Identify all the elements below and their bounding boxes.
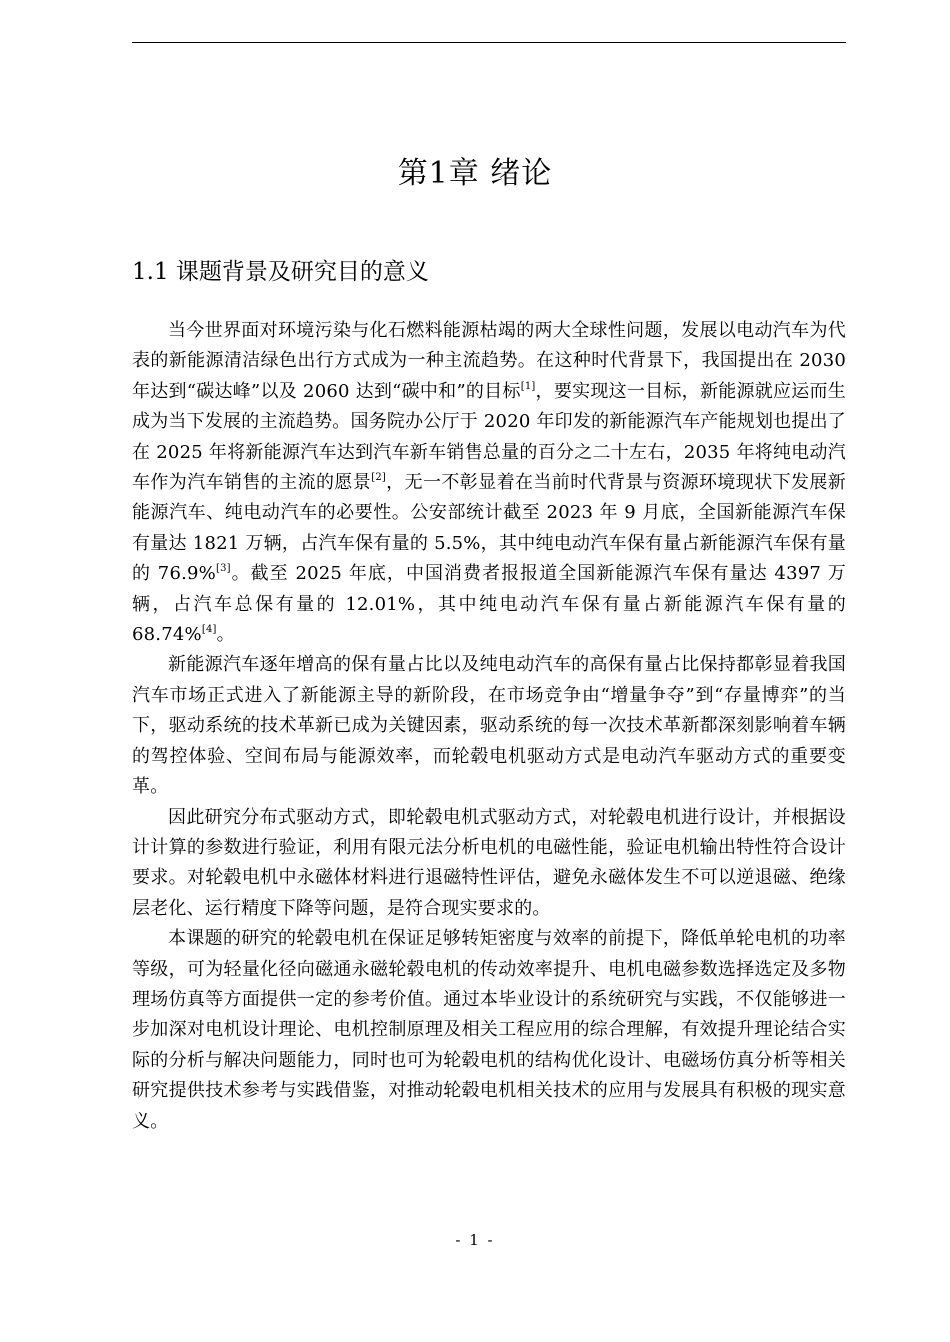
paragraph-research: 因此研究分布式驱动方式，即轮毂电机式驱动方式，对轮毂电机进行设计，并根据设计计算的参数进行验证，利用有限元法分析电机的电磁性能，验证电机输出特性符合设计要求。对轮毂电机中永磁体材料进行退磁特性评估，避免永磁体发生不可以逆退磁、绝缘层老化、运行精度下降等问题，是符合现实要求的。 bbox=[132, 806, 846, 919]
page-number: - 1 - bbox=[455, 1231, 495, 1249]
citation-ref: [2] bbox=[371, 472, 386, 484]
paragraph-text: 。截至 2025 年底，中国消费者报报道全国新能源汽车保有量达 4397 万辆，占汽车总保有量的 12.01%，其中纯电动汽车保有量占新能源汽车保有量的 68.74% bbox=[132, 563, 846, 646]
citation-ref: [1] bbox=[520, 380, 536, 392]
paragraph-text: ，无一不彰显着在当前时代背景与资源环境现状下发展新能源汽车、纯电动汽车的必要性。公安部统计截至 2023 年 9 月底，全国新能源汽车保有量达 1821 万辆，占汽车保有量的 5.5%，其中纯电动汽车保有量占新能源汽车保有量的 76.9% bbox=[132, 472, 846, 585]
chapter-title: 第1章 绪论 bbox=[397, 156, 553, 191]
paragraph-significance: 本课题的研究的轮毂电机在保证足够转矩密度与效率的前提下，降低单轮电机的功率等级，可为轻量化径向磁通永磁轮毂电机的传动效率提升、电机电磁参数选择选定及多物理场仿真等方面提供一定的参考价值。通过本毕业设计的系统研究与实践，不仅能够进一步加深对电机设计理论、电机控制原理及相关工程应用的综合理解，有效提升理论结合实际的分析与解决问题能力，同时也可为轮毂电机的结构优化设计、电磁场仿真分析等相关研究提供技术参考与实践借鉴，对推动轮毂电机相关技术的应用与发展具有积极的现实意义。 bbox=[132, 928, 846, 1132]
citation-ref: [4] bbox=[201, 624, 217, 636]
paragraph-background bbox=[132, 316, 846, 650]
paragraph-text: 。 bbox=[216, 624, 235, 646]
body-text bbox=[132, 316, 846, 1137]
paragraph-text: 当今世界面对环境污染与化石燃料能源枯竭的两大全球性问题，发展以电动汽车为代表的新能源清洁绿色出行方式成为一种主流趋势。在这种时代背景下，我国提出在 2030 年达到“碳达峰”以及 2060 达到“碳中和”的目标 bbox=[132, 320, 846, 402]
paragraph-market: 新能源汽车逐年增高的保有量占比以及纯电动汽车的高保有量占比保持都彰显着我国汽车市场正式进入了新能源主导的新阶段，在市场竞争由“增量争夺”到“存量博弈”的当下，驱动系统的技术革新已成为关键因素，驱动系统的每一次技术革新都深刻影响着车辆的驾控体验、空间布局与能源效率，而轮毂电机驱动方式是电动汽车驱动方式的重要变革。 bbox=[132, 654, 846, 798]
section-heading: 1.1 课题背景及研究目的意义 bbox=[132, 259, 429, 285]
paragraph-text: ，要实现这一目标，新能源就应运而生成为当下发展的主流趋势。国务院办公厅于 2020 年印发的新能源汽车产能规划也提出了在 2025 年将新能源汽车达到汽车新车销售总量的百分之二十左右，2035 年将纯电动汽车作为汽车销售的主流的愿景 bbox=[132, 380, 846, 494]
header-rule bbox=[132, 42, 846, 43]
citation-ref: [3] bbox=[215, 563, 231, 575]
